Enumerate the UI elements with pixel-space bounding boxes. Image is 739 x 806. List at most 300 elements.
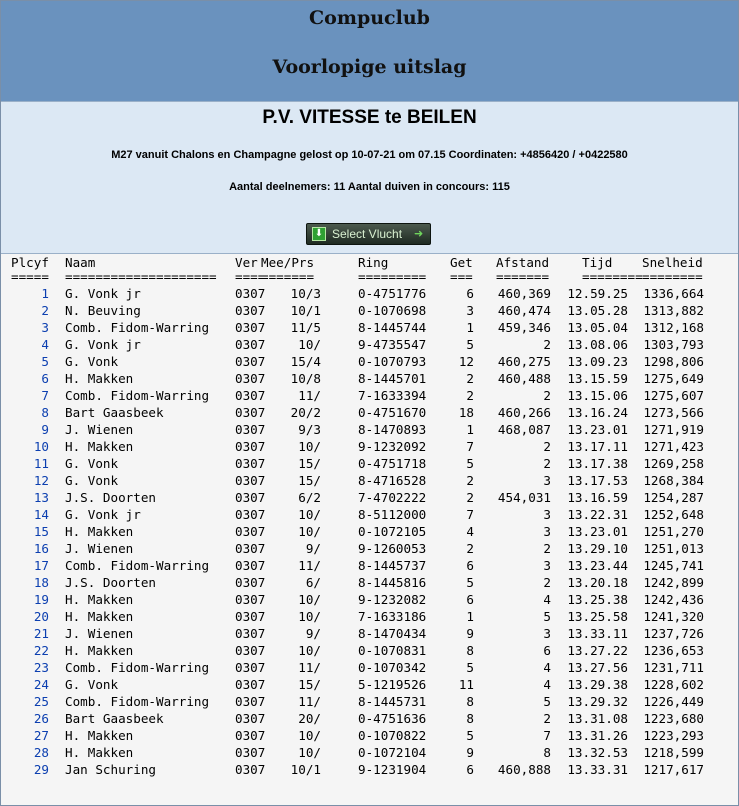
cell-ver: 0307 [235, 405, 266, 420]
cell-get: 9 [466, 626, 474, 641]
cell-snelheid: 1336,664 [643, 286, 704, 301]
cell-snelheid: 1251,013 [643, 541, 704, 556]
table-row [1, 710, 738, 727]
cell-tijd: 13.20.18 [567, 575, 628, 590]
cell-tijd: 13.09.23 [567, 354, 628, 369]
separator-get: === [450, 269, 473, 284]
cell-afstand: 6 [543, 643, 551, 658]
cell-ring: 0-1070698 [358, 303, 427, 318]
cell-ver: 0307 [235, 660, 266, 675]
cell-mee: 11/ [298, 558, 321, 573]
cell-afstand: 3 [543, 524, 551, 539]
cell-mee: 15/ [298, 677, 321, 692]
cell-tijd: 13.17.11 [567, 439, 628, 454]
cell-plc: 8 [41, 405, 49, 420]
table-row [1, 625, 738, 642]
club-name: Compuclub [309, 7, 430, 29]
cell-name: G. Vonk [65, 456, 119, 471]
cell-plc: 5 [41, 354, 49, 369]
cell-mee: 10/1 [290, 303, 321, 318]
cell-name: H. Makken [65, 728, 134, 743]
cell-mee: 11/5 [290, 320, 321, 335]
cell-afstand: 8 [543, 745, 551, 760]
separator-name: ==================== [65, 269, 217, 284]
cell-afstand: 2 [543, 456, 551, 471]
table-row [1, 557, 738, 574]
cell-snelheid: 1254,287 [643, 490, 704, 505]
cell-plc: 29 [33, 762, 49, 777]
cell-ring: 0-1072104 [358, 745, 427, 760]
cell-get: 5 [466, 337, 474, 352]
cell-name: G. Vonk [65, 677, 119, 692]
cell-ver: 0307 [235, 677, 266, 692]
cell-tijd: 13.29.10 [567, 541, 628, 556]
cell-tijd: 13.25.38 [567, 592, 628, 607]
cell-get: 2 [466, 473, 474, 488]
table-row [1, 506, 738, 523]
cell-tijd: 13.25.58 [567, 609, 628, 624]
cell-get: 5 [466, 456, 474, 471]
flight-info: M27 vanuit Chalons en Champagne gelost op 10-07-21 om 07.15 Coordinaten: +4856420 / +0422580 [111, 149, 628, 161]
cell-afstand: 454,031 [497, 490, 551, 505]
cell-afstand: 3 [543, 626, 551, 641]
cell-get: 7 [466, 507, 474, 522]
cell-snelheid: 1223,680 [643, 711, 704, 726]
cell-tijd: 13.27.22 [567, 643, 628, 658]
cell-mee: 10/ [298, 507, 321, 522]
header-plc: Plcyf [11, 255, 49, 270]
header-afstand: Afstand [496, 255, 550, 270]
cell-afstand: 3 [543, 507, 551, 522]
cell-ring: 9-1232082 [358, 592, 427, 607]
cell-ver: 0307 [235, 354, 266, 369]
table-row [1, 472, 738, 489]
cell-tijd: 13.15.59 [567, 371, 628, 386]
cell-afstand: 459,346 [497, 320, 551, 335]
cell-mee: 11/ [298, 388, 321, 403]
table-row [1, 744, 738, 761]
cell-mee: 15/ [298, 456, 321, 471]
cell-name: G. Vonk [65, 354, 119, 369]
cell-afstand: 460,488 [497, 371, 551, 386]
cell-get: 8 [466, 711, 474, 726]
cell-mee: 10/ [298, 609, 321, 624]
cell-plc: 23 [33, 660, 49, 675]
cell-ver: 0307 [235, 694, 266, 709]
table-row [1, 302, 738, 319]
cell-plc: 9 [41, 422, 49, 437]
cell-afstand: 2 [543, 337, 551, 352]
cell-mee: 10/1 [290, 762, 321, 777]
cell-snelheid: 1223,293 [643, 728, 704, 743]
cell-ver: 0307 [235, 609, 266, 624]
cell-name: Bart Gaasbeek [65, 711, 164, 726]
cell-ver: 0307 [235, 728, 266, 743]
cell-plc: 28 [33, 745, 49, 760]
cell-snelheid: 1273,566 [643, 405, 704, 420]
table-row [1, 540, 738, 557]
table-row [1, 608, 738, 625]
table-row [1, 591, 738, 608]
header-mee: Mee/Prs [261, 255, 315, 270]
table-row [1, 761, 738, 778]
separator-tijd: ======== [582, 269, 643, 284]
cell-ring: 0-1070822 [358, 728, 427, 743]
cell-afstand: 7 [543, 728, 551, 743]
cell-plc: 25 [33, 694, 49, 709]
cell-afstand: 3 [543, 558, 551, 573]
table-row [1, 693, 738, 710]
cell-get: 6 [466, 286, 474, 301]
cell-name: N. Beuving [65, 303, 141, 318]
cell-ring: 7-1633394 [358, 388, 427, 403]
cell-ver: 0307 [235, 456, 266, 471]
cell-plc: 19 [33, 592, 49, 607]
select-flight-button[interactable] [306, 223, 431, 245]
cell-name: H. Makken [65, 371, 134, 386]
results-table [1, 254, 738, 778]
cell-ver: 0307 [235, 626, 266, 641]
cell-ring: 8-1445816 [358, 575, 427, 590]
cell-name: J. Wienen [65, 626, 134, 641]
cell-afstand: 460,275 [497, 354, 551, 369]
cell-get: 2 [466, 541, 474, 556]
cell-name: H. Makken [65, 745, 134, 760]
cell-get: 2 [466, 490, 474, 505]
cell-name: H. Makken [65, 439, 134, 454]
separator-snelheid: ======== [642, 269, 703, 284]
cell-ver: 0307 [235, 422, 266, 437]
table-row [1, 285, 738, 302]
cell-snelheid: 1268,384 [643, 473, 704, 488]
cell-get: 5 [466, 728, 474, 743]
cell-tijd: 13.27.56 [567, 660, 628, 675]
table-row [1, 523, 738, 540]
cell-snelheid: 1217,617 [643, 762, 704, 777]
cell-tijd: 13.16.59 [567, 490, 628, 505]
cell-get: 11 [458, 677, 474, 692]
cell-mee: 10/ [298, 439, 321, 454]
cell-ring: 8-5112000 [358, 507, 427, 522]
cell-mee: 10/8 [290, 371, 321, 386]
table-row [1, 353, 738, 370]
header-ver: Ver [235, 255, 258, 270]
cell-snelheid: 1313,882 [643, 303, 704, 318]
cell-tijd: 13.05.28 [567, 303, 628, 318]
participants-info: Aantal deelnemers: 11 Aantal duiven in concours: 115 [229, 181, 510, 193]
cell-snelheid: 1271,423 [643, 439, 704, 454]
cell-ver: 0307 [235, 507, 266, 522]
table-row [1, 336, 738, 353]
cell-snelheid: 1245,741 [643, 558, 704, 573]
cell-get: 4 [466, 524, 474, 539]
cell-plc: 24 [33, 677, 49, 692]
cell-mee: 9/ [305, 541, 321, 556]
cell-plc: 10 [33, 439, 49, 454]
header-banner [1, 1, 738, 101]
header-snelheid: Snelheid [642, 255, 703, 270]
cell-get: 1 [466, 609, 474, 624]
cell-name: J. Wienen [65, 422, 134, 437]
cell-name: G. Vonk [65, 473, 119, 488]
cell-ver: 0307 [235, 473, 266, 488]
cell-ver: 0307 [235, 320, 266, 335]
cell-ver: 0307 [235, 337, 266, 352]
cell-mee: 6/2 [298, 490, 321, 505]
cell-name: G. Vonk jr [65, 507, 141, 522]
cell-get: 12 [458, 354, 474, 369]
cell-mee: 20/ [298, 711, 321, 726]
cell-ring: 0-4751776 [358, 286, 427, 301]
cell-get: 6 [466, 558, 474, 573]
cell-get: 2 [466, 388, 474, 403]
header-get: Get [450, 255, 473, 270]
table-row [1, 489, 738, 506]
separator-plc: ===== [11, 269, 49, 284]
cell-name: G. Vonk jr [65, 337, 141, 352]
organisation-title: P.V. VITESSE te BEILEN [262, 107, 477, 128]
download-icon: ⬇ [312, 227, 326, 241]
cell-tijd: 13.33.31 [567, 762, 628, 777]
table-row [1, 642, 738, 659]
cell-ring: 0-4751718 [358, 456, 427, 471]
table-row [1, 421, 738, 438]
cell-name: H. Makken [65, 643, 134, 658]
cell-get: 6 [466, 592, 474, 607]
cell-afstand: 460,369 [497, 286, 551, 301]
cell-plc: 20 [33, 609, 49, 624]
cell-mee: 20/2 [290, 405, 321, 420]
cell-tijd: 13.29.32 [567, 694, 628, 709]
table-row [1, 676, 738, 693]
cell-afstand: 460,474 [497, 303, 551, 318]
cell-snelheid: 1275,649 [643, 371, 704, 386]
cell-plc: 15 [33, 524, 49, 539]
race-info-panel [1, 101, 738, 218]
cell-ver: 0307 [235, 575, 266, 590]
cell-snelheid: 1226,449 [643, 694, 704, 709]
cell-name: J.S. Doorten [65, 490, 156, 505]
cell-plc: 16 [33, 541, 49, 556]
cell-name: Comb. Fidom-Warring [65, 660, 210, 675]
cell-get: 6 [466, 762, 474, 777]
cell-mee: 10/ [298, 643, 321, 658]
cell-mee: 10/ [298, 524, 321, 539]
cell-tijd: 13.31.08 [567, 711, 628, 726]
cell-ring: 5-1219526 [358, 677, 427, 692]
cell-tijd: 13.33.11 [567, 626, 628, 641]
cell-snelheid: 1271,919 [643, 422, 704, 437]
table-row [1, 727, 738, 744]
cell-tijd: 13.29.38 [567, 677, 628, 692]
header-ring: Ring [358, 255, 389, 270]
cell-ver: 0307 [235, 643, 266, 658]
table-row [1, 659, 738, 676]
cell-tijd: 13.17.38 [567, 456, 628, 471]
cell-snelheid: 1218,599 [643, 745, 704, 760]
table-row [1, 455, 738, 472]
cell-afstand: 4 [543, 677, 551, 692]
cell-ring: 0-4751670 [358, 405, 427, 420]
cell-tijd: 13.17.53 [567, 473, 628, 488]
cell-snelheid: 1236,653 [643, 643, 704, 658]
separator-mee: ======= [261, 269, 315, 284]
cell-mee: 9/3 [298, 422, 321, 437]
cell-ver: 0307 [235, 388, 266, 403]
cell-name: H. Makken [65, 592, 134, 607]
table-row [1, 574, 738, 591]
table-row [1, 319, 738, 336]
cell-ring: 8-1445737 [358, 558, 427, 573]
cell-ring: 9-1231904 [358, 762, 427, 777]
header-name: Naam [65, 255, 96, 270]
cell-get: 2 [466, 371, 474, 386]
table-row [1, 387, 738, 404]
cell-name: Comb. Fidom-Warring [65, 320, 210, 335]
cell-ver: 0307 [235, 371, 266, 386]
cell-name: Jan Schuring [65, 762, 156, 777]
cell-snelheid: 1228,602 [643, 677, 704, 692]
table-row [1, 404, 738, 421]
cell-tijd: 13.31.26 [567, 728, 628, 743]
cell-tijd: 13.32.53 [567, 745, 628, 760]
cell-get: 1 [466, 320, 474, 335]
cell-ring: 9-1232092 [358, 439, 427, 454]
cell-ring: 8-4716528 [358, 473, 427, 488]
cell-ver: 0307 [235, 745, 266, 760]
cell-mee: 11/ [298, 694, 321, 709]
cell-snelheid: 1242,899 [643, 575, 704, 590]
cell-snelheid: 1312,168 [643, 320, 704, 335]
cell-name: J. Wienen [65, 541, 134, 556]
cell-name: Comb. Fidom-Warring [65, 694, 210, 709]
cell-snelheid: 1231,711 [643, 660, 704, 675]
cell-get: 1 [466, 422, 474, 437]
cell-get: 9 [466, 745, 474, 760]
cell-name: J.S. Doorten [65, 575, 156, 590]
table-row [1, 370, 738, 387]
cell-plc: 6 [41, 371, 49, 386]
cell-ver: 0307 [235, 592, 266, 607]
cell-tijd: 13.22.31 [567, 507, 628, 522]
cell-ring: 7-4702222 [358, 490, 427, 505]
cell-get: 5 [466, 660, 474, 675]
cell-get: 8 [466, 694, 474, 709]
cell-ring: 7-1633186 [358, 609, 427, 624]
cell-mee: 10/ [298, 337, 321, 352]
cell-tijd: 13.15.06 [567, 388, 628, 403]
cell-mee: 6/ [305, 575, 321, 590]
cell-snelheid: 1269,258 [643, 456, 704, 471]
cell-name: Comb. Fidom-Warring [65, 558, 210, 573]
header-tijd: Tijd [582, 255, 613, 270]
cell-plc: 13 [33, 490, 49, 505]
cell-ver: 0307 [235, 490, 266, 505]
cell-get: 3 [466, 303, 474, 318]
cell-get: 18 [458, 405, 474, 420]
cell-afstand: 2 [543, 711, 551, 726]
arrow-right-icon: ➜ [414, 227, 424, 240]
cell-tijd: 13.23.01 [567, 422, 628, 437]
cell-plc: 7 [41, 388, 49, 403]
cell-ver: 0307 [235, 303, 266, 318]
cell-get: 5 [466, 575, 474, 590]
cell-ring: 8-1445731 [358, 694, 427, 709]
cell-snelheid: 1237,726 [643, 626, 704, 641]
cell-snelheid: 1251,270 [643, 524, 704, 539]
cell-mee: 11/ [298, 660, 321, 675]
cell-plc: 11 [33, 456, 49, 471]
cell-afstand: 2 [543, 388, 551, 403]
cell-ring: 8-1470893 [358, 422, 427, 437]
cell-ver: 0307 [235, 762, 266, 777]
cell-tijd: 13.16.24 [567, 405, 628, 420]
cell-plc: 22 [33, 643, 49, 658]
cell-afstand: 5 [543, 694, 551, 709]
cell-tijd: 13.05.04 [567, 320, 628, 335]
cell-afstand: 5 [543, 609, 551, 624]
cell-get: 8 [466, 643, 474, 658]
cell-name: G. Vonk jr [65, 286, 141, 301]
cell-plc: 1 [41, 286, 49, 301]
cell-plc: 14 [33, 507, 49, 522]
cell-ver: 0307 [235, 524, 266, 539]
result-title: Voorlopige uitslag [272, 56, 467, 78]
cell-mee: 10/3 [290, 286, 321, 301]
cell-tijd: 13.23.44 [567, 558, 628, 573]
cell-tijd: 13.23.01 [567, 524, 628, 539]
cell-ring: 0-1070831 [358, 643, 427, 658]
cell-snelheid: 1275,607 [643, 388, 704, 403]
cell-afstand: 4 [543, 592, 551, 607]
cell-afstand: 3 [543, 473, 551, 488]
cell-ver: 0307 [235, 286, 266, 301]
separator-ver: ==== [235, 269, 266, 284]
cell-mee: 10/ [298, 745, 321, 760]
cell-mee: 15/ [298, 473, 321, 488]
separator-ring: ========= [358, 269, 427, 284]
cell-plc: 2 [41, 303, 49, 318]
cell-name: Bart Gaasbeek [65, 405, 164, 420]
cell-ring: 0-1070342 [358, 660, 427, 675]
table-body [1, 285, 738, 778]
cell-plc: 4 [41, 337, 49, 352]
cell-ver: 0307 [235, 558, 266, 573]
toolbar [1, 217, 738, 254]
cell-ring: 9-4735547 [358, 337, 427, 352]
cell-plc: 18 [33, 575, 49, 590]
select-flight-label: Select Vlucht [332, 227, 403, 241]
cell-afstand: 2 [543, 575, 551, 590]
cell-get: 7 [466, 439, 474, 454]
cell-tijd: 13.08.06 [567, 337, 628, 352]
cell-ring: 8-1470434 [358, 626, 427, 641]
cell-snelheid: 1298,806 [643, 354, 704, 369]
cell-plc: 21 [33, 626, 49, 641]
cell-mee: 9/ [305, 626, 321, 641]
cell-afstand: 2 [543, 439, 551, 454]
cell-plc: 17 [33, 558, 49, 573]
table-separator-row [1, 271, 738, 285]
cell-afstand: 4 [543, 660, 551, 675]
cell-mee: 10/ [298, 592, 321, 607]
cell-ring: 8-1445701 [358, 371, 427, 386]
cell-ring: 0-1072105 [358, 524, 427, 539]
cell-name: H. Makken [65, 524, 134, 539]
cell-mee: 10/ [298, 728, 321, 743]
cell-plc: 3 [41, 320, 49, 335]
cell-ring: 8-1445744 [358, 320, 427, 335]
